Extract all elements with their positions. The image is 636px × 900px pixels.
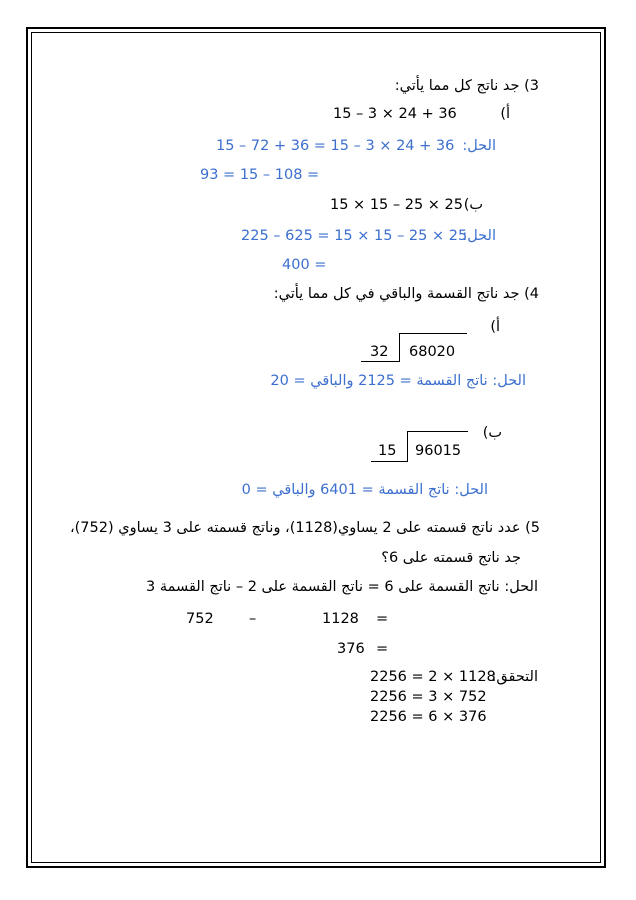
q5-calc2-equals: = [376, 641, 389, 657]
q3-b-solution-line2: 400 = [282, 257, 327, 273]
q4-title: 4) جد ناتج القسمة والباقي في كل مما يأتي: [273, 286, 539, 302]
q3-a-label: أ) [500, 106, 510, 122]
q3-a-solution-prefix: الحل: [462, 138, 496, 154]
q5-check-prefix: التحقق: [491, 669, 538, 685]
q3-a-solution-line2: 93 = 15 – 108 = [200, 167, 320, 183]
q3-a-solution-line1: 15 – 72 + 36 = 15 – 3 × 24 + 36 [216, 138, 455, 154]
q5-calc1-value-b: 752 [186, 611, 214, 627]
q3-b-expression: 15 × 15 – 25 × 25 [330, 197, 464, 213]
q5-check-line1: 2256 = 2 × 1128 [370, 669, 496, 685]
q3-b-solution-prefix: الحل: [462, 228, 496, 244]
q4-a-solution: الحل: ناتج القسمة = 2125 والباقي = 20 [270, 373, 526, 389]
q3-a-expression: 15 – 3 × 24 + 36 [333, 106, 457, 122]
q4-a-dividend: 68020 [409, 344, 456, 360]
q4-b-label: ب) [482, 425, 502, 441]
q5-solution-line: الحل: ناتج القسمة على 6 = ناتج القسمة على 2 – ناتج القسمة 3 [146, 579, 538, 595]
q3-b-solution-line1: 225 – 625 = 15 × 15 – 25 × 25 [241, 228, 468, 244]
q4-b-divisor: 15 [378, 443, 397, 459]
q5-check-line2: 2256 = 3 × 752 [370, 689, 487, 705]
q4-b-solution: الحل: ناتج القسمة = 6401 والباقي = 0 [241, 482, 488, 498]
q5-calc1-minus: – [249, 611, 257, 627]
q4-b-dividend: 96015 [415, 443, 462, 459]
q5-calc2-value: 376 [337, 641, 365, 657]
q5-check-line3: 2256 = 6 × 376 [370, 709, 487, 725]
q3-b-label: ب) [463, 197, 483, 213]
q5-problem-line2: جد ناتج قسمته على 6؟ [381, 550, 521, 566]
q5-calc1-equals: = [376, 611, 389, 627]
q4-a-label: أ) [490, 319, 500, 335]
q3-title: 3) جد ناتج كل مما يأتي: [394, 78, 539, 94]
q5-problem-line1: 5) عدد ناتج قسمته على 2 يساوي(1128)، وناتج قسمته على 3 يساوي (752)، [69, 520, 540, 536]
page-border-inner [31, 32, 601, 863]
q4-a-divisor: 32 [370, 344, 389, 360]
q5-calc1-value-a: 1128 [322, 611, 359, 627]
